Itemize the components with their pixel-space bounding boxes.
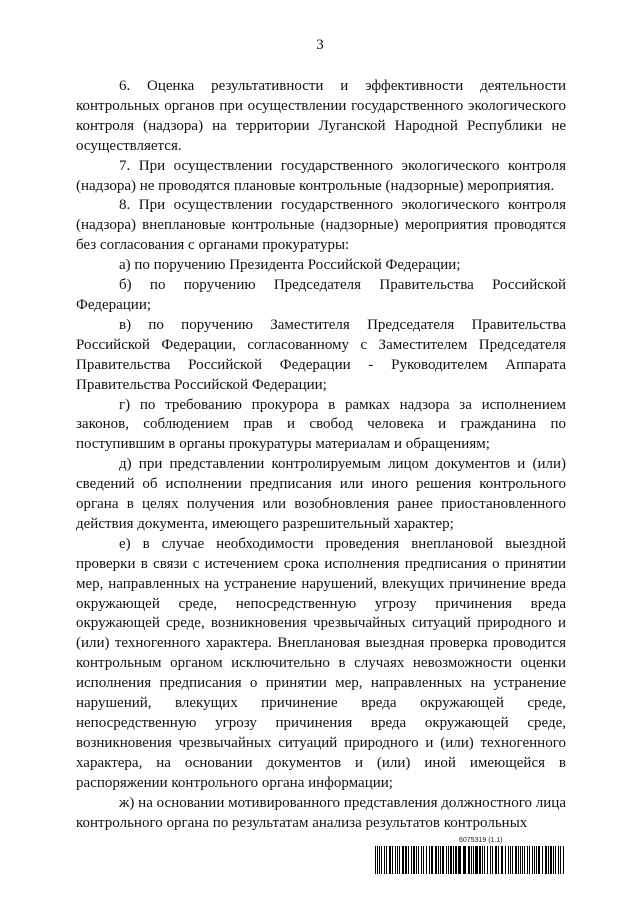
list-item-b: б) по поручению Председателя Правительства Российской Федерации;: [76, 277, 566, 313]
list-item-v: в) по поручению Заместителя Председателя Правительства Российской Федерации, согласованному с Заместителем Председателя Правительства Российской Федерации - Руководителем Аппарата Правительства Российской Федерации;: [76, 316, 566, 393]
document-code: 6075319 (1.1): [459, 837, 503, 844]
list-item-zh: ж) на основании мотивированного представления должностного лица контрольного органа по результатам анализа результатов контрольных: [76, 794, 566, 831]
paragraph-6: 6. Оценка результативности и эффективности деятельности контрольных органов при осуществлении государственного экологического контроля (надзора) на территории Луганской Народной Республики не осуществляется.: [76, 78, 566, 154]
barcode-image: [375, 846, 565, 874]
list-item-e: е) в случае необходимости проведения внеплановой выездной проверки в связи с истечением срока исполнения предписания о принятии мер, направленных на устранение нарушений, влекущих причинение вреда окружающей среде, непосредственную угрозу причинения вреда окружающей среде, возникновения чрезвычайных ситуаций природного и (или) техногенного характера. Внеплановая выездная проверка проводится контрольным органом исключительно в случаях невозможности оценки исполнения предписания о принятии мер, направленных на устранение нарушений, влекущих причинение вреда окружающей среде, непосредственную угрозу причинения вреда окружающей среде, возникновения чрезвычайных ситуаций природного и (или) техногенного характера, на основании документов и (или) иной имеющейся в распоряжении контрольного органа информации;: [76, 535, 566, 791]
paragraph-7: 7. При осуществлении государственного экологического контроля (надзора) не проводятся плановые контрольные (надзорные) мероприятия.: [76, 157, 566, 194]
list-item-a: а) по поручению Президента Российской Федерации;: [119, 257, 461, 274]
list-item-d: д) при представлении контролируемым лицом документов и (или) сведений об исполнении предписания или иного решения контрольного органа в целях получения или возобновления ранее приостановленного действия документа, имеющего разрешительный характер;: [76, 456, 566, 532]
page-number: 3: [316, 37, 324, 53]
list-item-g: г) по требованию прокурора в рамках надзора за исполнением законов, соблюдением прав и свобод человека и гражданина по поступившим в органы прокуратуры материалам и обращениям;: [76, 396, 566, 453]
document-body: [76, 77, 566, 833]
paragraph-8: 8. При осуществлении государственного экологического контроля (надзора) внеплановые контрольные (надзорные) мероприятия проводятся без согласования с органами прокуратуры:: [76, 197, 566, 254]
